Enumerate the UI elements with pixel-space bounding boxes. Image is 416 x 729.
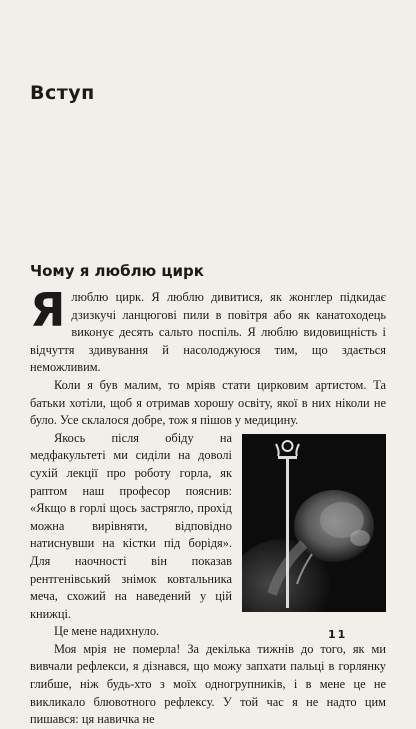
paragraph-4: Це мене надихнуло. (54, 624, 160, 639)
paragraph-3: Якось після обіду на медфакультеті ми сиділи на доволі сухій лекції про роботу горла, як раптом наш професор пояснив: «Якщо в горлі щось застрягло, прохід можна вирівняти, відповідно натиснувши на кістки під борідя». Для наочності він показав рентгенівський знімок ковтальника меча, схожий на наведений у цій книжці. (30, 430, 232, 621)
paragraph-5: Моя мрія не померла! За декілька тижнів до того, як ми вивчали рефлекси, я дізнався, що можу запхати пальці в горлянку глибше, ніж будь-хто з моїх одногрупників, і в мене це не викликало блювотного рефлексу. У той час я не надто цим пишався: ця навичка не (30, 641, 386, 727)
paragraph-2: Коли я був малим, то мріяв стати цирковим артистом. Та батьки хотіли, щоб я отримав хорошу освіту, якої в них ніколи не було. Усе склалося добре, тож я пішов у медицину. (30, 377, 386, 428)
drop-cap: Я (30, 283, 66, 337)
paragraph-1 (30, 283, 386, 377)
xray-figure (242, 434, 386, 612)
body-text (30, 283, 386, 729)
section-title: Чому я люблю цирк (30, 262, 204, 280)
page-number: 11 (328, 628, 348, 641)
xray-image-icon (242, 434, 386, 612)
paragraph-1-text: люблю цирк. Я люблю дивитися, як жонглер підкидає дзизкучі ланцюгові пили в повітря або як канатоходець виконує десять сальто поспіль. Я люблю видовищність і відчуття здивування й насолоджуюся тим, що здається неможливим. (30, 290, 386, 375)
chapter-title: Вступ (30, 82, 95, 104)
